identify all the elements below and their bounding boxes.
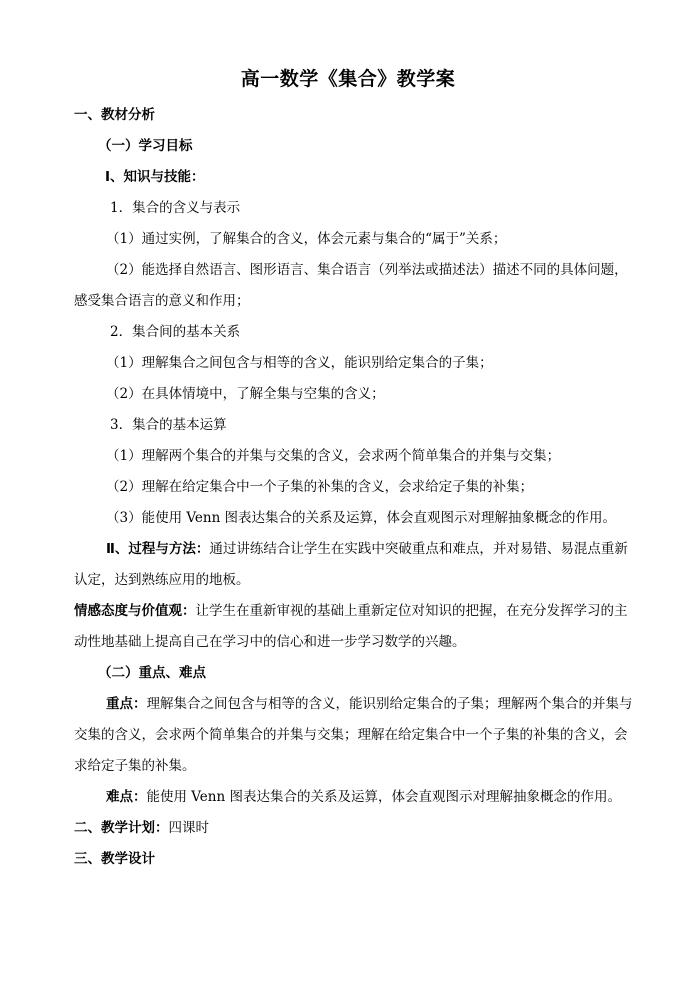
teaching-plan-label: 二、教学计划： xyxy=(74,820,169,836)
key-points-line-2: 交集的含义，会求两个简单集合的并集与交集；理解在给定集合中一个子集的补集的含义，会 xyxy=(74,727,628,743)
key-points-text: 理解集合之间包含与相等的含义，能识别给定集合的子集；理解两个集合的并集与 xyxy=(146,696,633,712)
key-points xyxy=(106,689,686,720)
difficult-points xyxy=(106,782,686,813)
item-3-1: （1）理解两个集合的并集与交集的含义，会求两个简单集合的并集与交集； xyxy=(106,448,561,464)
item-1-1: （1）通过实例，了解集合的含义，体会元素与集合的“属于”关系； xyxy=(106,231,507,247)
item-3-3: （3）能使用 Venn 图表达集合的关系及运算，体会直观图示对理解抽象概念的作用。 xyxy=(106,510,617,526)
section-heading-2 xyxy=(74,813,654,844)
item-2-1: （1）理解集合之间包含与相等的含义，能识别给定集合的子集； xyxy=(106,355,493,371)
goal-process-methods-line-2: 认定，达到熟练应用的地板。 xyxy=(74,572,250,588)
subsection-key-difficult: （二）重点、难点 xyxy=(98,665,206,681)
difficult-points-text: 能使用 Venn 图表达集合的关系及运算，体会直观图示对理解抽象概念的作用。 xyxy=(146,789,621,805)
item-1-2-line-1: （2）能选择自然语言、图形语言、集合语言（列举法或描述法）描述不同的具体问题， xyxy=(106,262,628,278)
key-points-line-3: 求给定子集的补集。 xyxy=(74,758,196,774)
goal-emotion-values-line-2: 动性地基础上提高自己在学习中的信心和进一步学习数学的兴趣。 xyxy=(74,634,466,650)
page-title: 高一数学《集合》教学案 xyxy=(240,68,456,90)
item-1-2-line-2: 感受集合语言的意义和作用； xyxy=(74,293,250,309)
item-2-heading: 2．集合间的基本关系 xyxy=(110,324,241,340)
subsection-learning-goals: （一）学习目标 xyxy=(98,138,193,154)
difficult-points-label: 难点： xyxy=(106,789,147,805)
goal-emotion-values xyxy=(74,596,654,627)
goal-emotion-values-label: 情感态度与价值观： xyxy=(74,603,196,619)
item-3-heading: 3．集合的基本运算 xyxy=(110,417,227,433)
goal-knowledge-skills: Ⅰ、知识与技能： xyxy=(105,169,205,185)
item-2-2: （2）在具体情境中，了解全集与空集的含义； xyxy=(106,386,385,402)
teaching-plan-text: 四课时 xyxy=(168,820,209,836)
section-heading-1: 一、教材分析 xyxy=(74,107,155,123)
goal-process-methods xyxy=(106,534,686,565)
goal-process-methods-text: 通过讲练结合让学生在实践中突破重点和难点，并对易错、易混点重新 xyxy=(209,541,628,557)
item-1-heading: 1．集合的含义与表示 xyxy=(110,200,241,216)
item-3-2: （2）理解在给定集合中一个子集的补集的含义，会求给定子集的补集； xyxy=(106,479,534,495)
key-points-label: 重点： xyxy=(106,696,147,712)
section-heading-3: 三、教学设计 xyxy=(74,851,155,867)
goal-process-methods-label: Ⅱ、过程与方法： xyxy=(106,541,210,557)
goal-emotion-values-text: 让学生在重新审视的基础上重新定位对知识的把握，在充分发挥学习的主 xyxy=(195,603,628,619)
